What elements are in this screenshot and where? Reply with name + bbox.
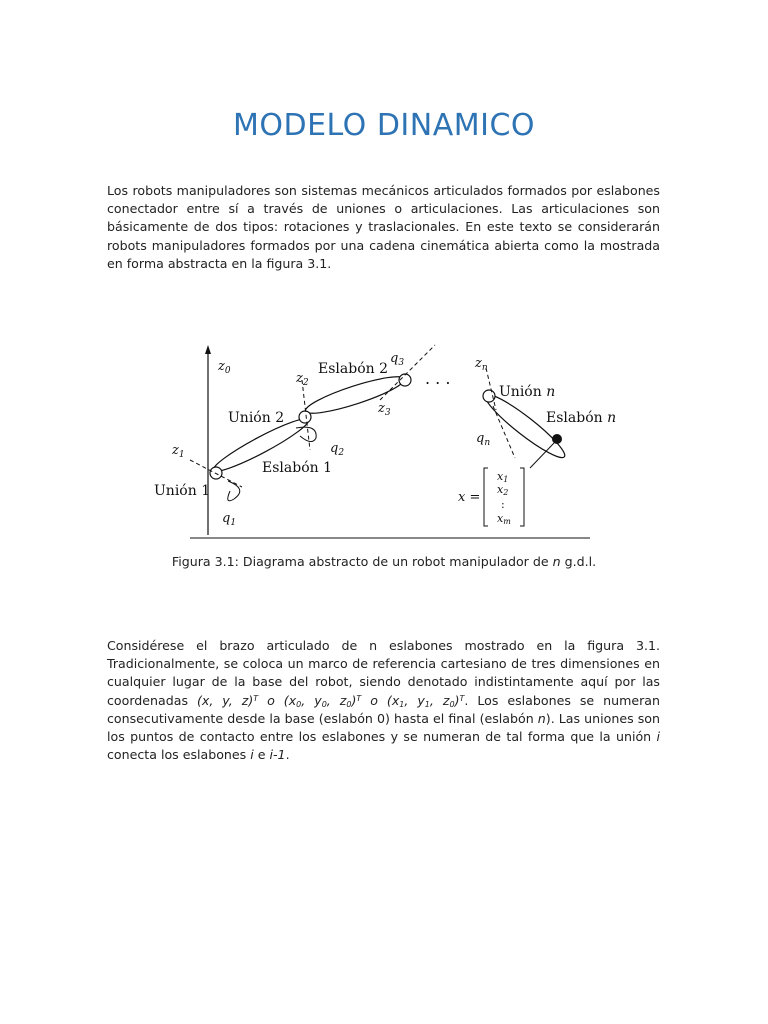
vector-x1: x1 (497, 470, 509, 484)
joint-2 (299, 411, 311, 423)
label-zn: $z_n$ (475, 356, 488, 373)
robot-diagram (150, 340, 617, 545)
vector-dots: : (501, 498, 505, 511)
joint-n (483, 390, 495, 402)
p2-i-var: i (656, 729, 660, 745)
label-z1: $z_1$ (172, 443, 185, 460)
vector-x2: x2 (497, 483, 509, 497)
label-eslabon-n: Eslabón n (546, 410, 617, 426)
label-z0: $z_0$ (218, 359, 231, 376)
vector-lhs: x = (458, 490, 481, 505)
caption-var: n (552, 554, 561, 569)
p2-o2: o (361, 692, 387, 708)
document-title: MODELO DINAMICO (232, 108, 536, 143)
q1-rotation (228, 481, 240, 501)
label-q2: $q_2$ (330, 441, 345, 458)
chain-dots: . . . (425, 369, 451, 388)
label-eslabon2: Eslabón 2 (318, 361, 388, 377)
coord-xyz: (x, y, z)$^T$ (196, 692, 259, 708)
figure-caption (0, 554, 768, 569)
label-q1: $q_1$ (222, 511, 237, 528)
coord-xyz0: ($x_0$, $y_0$, $z_0)^T$ (283, 692, 362, 709)
robot-manipulator-figure (150, 340, 617, 545)
p2-s5: e (253, 747, 270, 763)
p2-s6: . (285, 747, 290, 763)
caption-prefix: Figura 3.1: Diagrama abstracto de un robot manipulador de (171, 554, 553, 569)
intro-paragraph: Los robots manipuladores son sistemas mecánicos articulados formados por eslabones conectador entre sí a través de uniones o articulaciones. Las articulaciones son básicamente de dos tipos: rotaciones y traslacionales. En este texto se considerarán robots manipuladores formados por una cadena cinemática abierta como la mostrada en forma abstracta en la figura 3.1. (107, 183, 660, 271)
p2-s3: ). Las uniones son los puntos de contacto entre los eslabones y se numeran de tal forma que la unión (107, 710, 660, 745)
label-qn: $q_n$ (476, 431, 491, 448)
p2-s4: conecta los eslabones (107, 747, 251, 763)
label-union1: Unión 1 (154, 483, 211, 499)
label-z3: $z_3$ (378, 401, 391, 418)
coord-xyz1: ($x_1$, $y_1$, $z_0)^T$ (386, 692, 465, 709)
link-2 (303, 370, 407, 419)
label-union-n: Unión n (499, 384, 556, 400)
p2-im1-var: i-1 (269, 747, 286, 763)
p2-s2: . Los eslabones se numeran consecutivamente desde la base (eslabón 0) hasta el final (eslabón (107, 692, 660, 726)
label-union2: Unión 2 (228, 410, 285, 426)
joint-3 (399, 374, 411, 386)
label-eslabon1: Eslabón 1 (262, 460, 332, 476)
body-paragraph (107, 637, 660, 764)
p2-n-var: n (537, 710, 546, 726)
zn-axis (486, 368, 496, 410)
q2-rotation (296, 427, 316, 441)
label-q3: $q_3$ (390, 351, 405, 368)
qn-axis (493, 406, 515, 458)
caption-suffix: g.d.l. (560, 554, 597, 569)
vector-right-bracket (520, 468, 524, 526)
end-effector-pointer (530, 443, 554, 468)
vector-left-bracket (484, 468, 488, 526)
vector-xm: xm (497, 512, 511, 526)
p2-s1: Considérese el brazo articulado de n eslabones mostrado en la figura 3.1. Tradicionalmente, se coloca un marco de referencia cartesiano de tres dimensiones en cualquier lugar de la base del robot, siendo denotado indistintamente aquí por las coordenadas (107, 638, 660, 708)
label-z2: $z_2$ (296, 371, 309, 388)
end-effector (552, 434, 562, 444)
base-z-arrow (205, 345, 211, 354)
p2-i-var2: i (250, 747, 254, 763)
p2-o1: o (258, 692, 284, 708)
